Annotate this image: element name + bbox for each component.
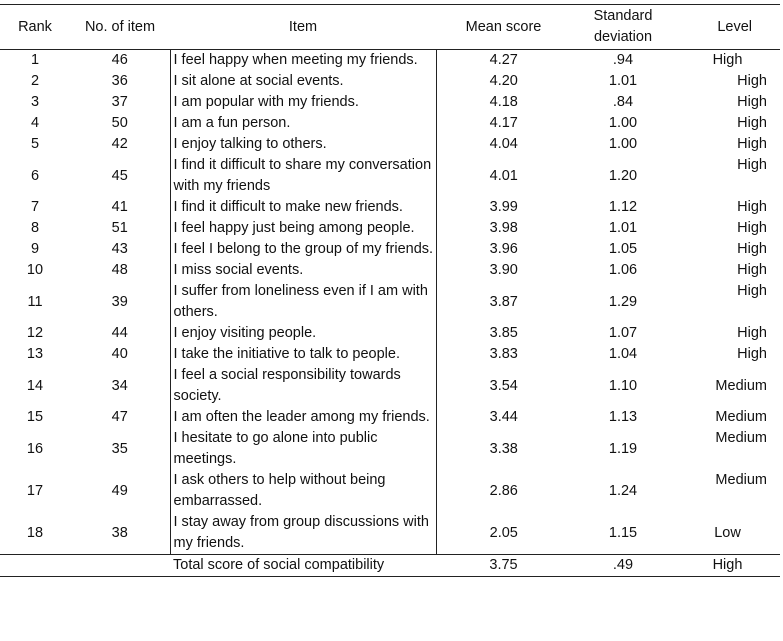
level-cell: High (737, 346, 767, 362)
table-row (0, 470, 780, 512)
rank-cell: 11 (27, 293, 43, 310)
item-text-cell: I stay away from group discussions with my friends. (170, 512, 436, 555)
item-text-cell: I feel happy when meeting my friends. (170, 50, 436, 72)
table-row (0, 407, 780, 428)
item-number-cell: 42 (111, 136, 128, 152)
item-number-cell: 45 (111, 167, 128, 184)
standard-deviation-cell: 1.05 (608, 241, 638, 257)
item-text-cell: I find it difficult to share my conversation with my friends (170, 155, 436, 197)
table-row (0, 260, 780, 281)
mean-score-cell: 3.96 (489, 241, 518, 257)
standard-deviation-cell: 1.01 (608, 220, 638, 236)
table-row (0, 281, 780, 323)
rank-cell: 14 (26, 377, 44, 394)
table-row (0, 134, 780, 155)
item-text-cell: I suffer from loneliness even if I am with others. (170, 281, 436, 323)
table-row (0, 365, 780, 407)
item-number-cell: 48 (111, 262, 128, 278)
mean-score-cell: 3.83 (489, 346, 518, 362)
level-cell: Medium (715, 430, 767, 446)
rank-cell: 6 (30, 167, 40, 184)
standard-deviation-cell: 1.00 (608, 136, 638, 152)
level-cell: High (737, 157, 767, 173)
header-row (0, 5, 780, 50)
item-number-cell: 38 (111, 524, 128, 541)
item-text-cell: I am often the leader among my friends. (170, 407, 436, 428)
level-cell: Medium (715, 472, 767, 488)
standard-deviation-cell: 1.13 (608, 409, 638, 425)
item-number-cell: 50 (111, 115, 128, 131)
item-text-cell: I enjoy talking to others. (170, 134, 436, 155)
mean-score-cell: 3.90 (489, 262, 518, 278)
rank-cell: 5 (30, 136, 40, 152)
item-text-cell: I miss social events. (170, 260, 436, 281)
item-number-cell: 51 (111, 220, 128, 236)
standard-deviation-cell: 1.06 (608, 262, 638, 278)
header-sd-line1: Standard (593, 8, 653, 24)
level-cell: High (737, 94, 767, 110)
item-number-cell: 34 (111, 377, 128, 394)
table-row (0, 155, 780, 197)
level-cell: High (737, 262, 767, 278)
standard-deviation-cell: 1.10 (608, 377, 638, 394)
item-text-cell: I hesitate to go alone into public meetings. (170, 428, 436, 470)
level-cell: Medium (715, 377, 767, 394)
table-body (0, 50, 780, 555)
level-cell: High (737, 220, 767, 236)
total-label: Total score of social compatibility (170, 555, 436, 577)
rank-cell: 9 (30, 241, 40, 257)
table-row (0, 197, 780, 218)
header-item-number: No. of item (70, 5, 170, 50)
item-text-cell: I sit alone at social events. (170, 71, 436, 92)
level-cell: High (737, 199, 767, 215)
table-row (0, 512, 780, 555)
total-rank-cell (0, 555, 70, 577)
mean-score-cell: 3.54 (489, 377, 518, 394)
mean-score-cell: 3.38 (489, 440, 518, 457)
level-cell: High (737, 115, 767, 131)
standard-deviation-cell: 1.12 (608, 199, 638, 215)
rank-cell: 13 (26, 346, 44, 362)
item-number-cell: 47 (111, 409, 128, 425)
rank-cell: 8 (30, 220, 40, 236)
table-row (0, 50, 780, 72)
standard-deviation-cell: 1.29 (608, 293, 638, 310)
level-cell: High (737, 73, 767, 89)
level-cell: High (737, 283, 767, 299)
item-number-cell: 39 (111, 293, 128, 310)
total-row (0, 555, 780, 577)
standard-deviation-cell: 1.01 (608, 73, 638, 89)
total-level: High (675, 555, 780, 577)
mean-score-cell: 4.27 (489, 52, 518, 68)
item-number-cell: 37 (111, 94, 128, 110)
item-number-cell: 35 (111, 440, 128, 457)
item-number-cell: 40 (111, 346, 128, 362)
level-cell: High (737, 241, 767, 257)
level-cell: Medium (715, 409, 767, 425)
table-row (0, 344, 780, 365)
social-compatibility-table (0, 4, 780, 577)
header-rank: Rank (0, 5, 70, 50)
mean-score-cell: 3.85 (489, 325, 518, 341)
rank-cell: 18 (26, 524, 44, 541)
item-text-cell: I ask others to help without being embarrassed. (170, 470, 436, 512)
item-number-cell: 46 (111, 52, 128, 68)
item-text-cell: I am popular with my friends. (170, 92, 436, 113)
table-row (0, 71, 780, 92)
item-number-cell: 43 (111, 241, 128, 257)
header-mean-score: Mean score (436, 5, 571, 50)
item-number-cell: 49 (111, 482, 128, 499)
header-standard-deviation (571, 5, 675, 50)
rank-cell: 2 (30, 73, 40, 89)
level-cell: Low (714, 524, 741, 541)
table-row (0, 428, 780, 470)
rank-cell: 3 (30, 94, 40, 110)
table-row (0, 323, 780, 344)
level-cell: High (737, 136, 767, 152)
item-number-cell: 44 (111, 325, 128, 341)
rank-cell: 7 (30, 199, 40, 215)
rank-cell: 15 (26, 409, 44, 425)
standard-deviation-cell: 1.19 (608, 440, 638, 457)
standard-deviation-cell: 1.24 (608, 482, 638, 499)
total-number-cell (70, 555, 170, 577)
mean-score-cell: 2.05 (489, 524, 518, 541)
mean-score-cell: 4.04 (489, 136, 518, 152)
rank-cell: 1 (30, 52, 40, 68)
rank-cell: 4 (30, 115, 40, 131)
mean-score-cell: 4.01 (489, 167, 518, 184)
mean-score-cell: 4.20 (489, 73, 518, 89)
rank-cell: 16 (26, 440, 44, 457)
total-sd: .49 (571, 555, 675, 577)
mean-score-cell: 2.86 (489, 482, 518, 499)
header-sd-line2: deviation (593, 29, 653, 45)
item-text-cell: I find it difficult to make new friends. (170, 197, 436, 218)
mean-score-cell: 3.98 (489, 220, 518, 236)
item-number-cell: 41 (111, 199, 128, 215)
item-text-cell: I enjoy visiting people. (170, 323, 436, 344)
item-text-cell: I am a fun person. (170, 113, 436, 134)
standard-deviation-cell: 1.07 (608, 325, 638, 341)
mean-score-cell: 3.44 (489, 409, 518, 425)
standard-deviation-cell: 1.04 (608, 346, 638, 362)
rank-cell: 10 (26, 262, 44, 278)
table-row (0, 92, 780, 113)
standard-deviation-cell: 1.20 (608, 167, 638, 184)
header-level: Level (675, 5, 780, 50)
header-item: Item (170, 5, 436, 50)
item-number-cell: 36 (111, 73, 128, 89)
standard-deviation-cell: .84 (612, 94, 634, 110)
standard-deviation-cell: .94 (612, 52, 634, 68)
total-mean: 3.75 (436, 555, 571, 577)
item-text-cell: I take the initiative to talk to people. (170, 344, 436, 365)
level-cell: High (737, 325, 767, 341)
item-text-cell: I feel I belong to the group of my friends. (170, 239, 436, 260)
rank-cell: 17 (26, 482, 44, 499)
mean-score-cell: 3.99 (489, 199, 518, 215)
table-row (0, 218, 780, 239)
item-text-cell: I feel a social responsibility towards society. (170, 365, 436, 407)
table-row (0, 113, 780, 134)
table-row (0, 239, 780, 260)
standard-deviation-cell: 1.00 (608, 115, 638, 131)
mean-score-cell: 3.87 (489, 293, 518, 310)
mean-score-cell: 4.18 (489, 94, 518, 110)
level-cell: High (712, 52, 743, 68)
item-text-cell: I feel happy just being among people. (170, 218, 436, 239)
standard-deviation-cell: 1.15 (608, 524, 638, 541)
mean-score-cell: 4.17 (489, 115, 518, 131)
rank-cell: 12 (26, 325, 44, 341)
